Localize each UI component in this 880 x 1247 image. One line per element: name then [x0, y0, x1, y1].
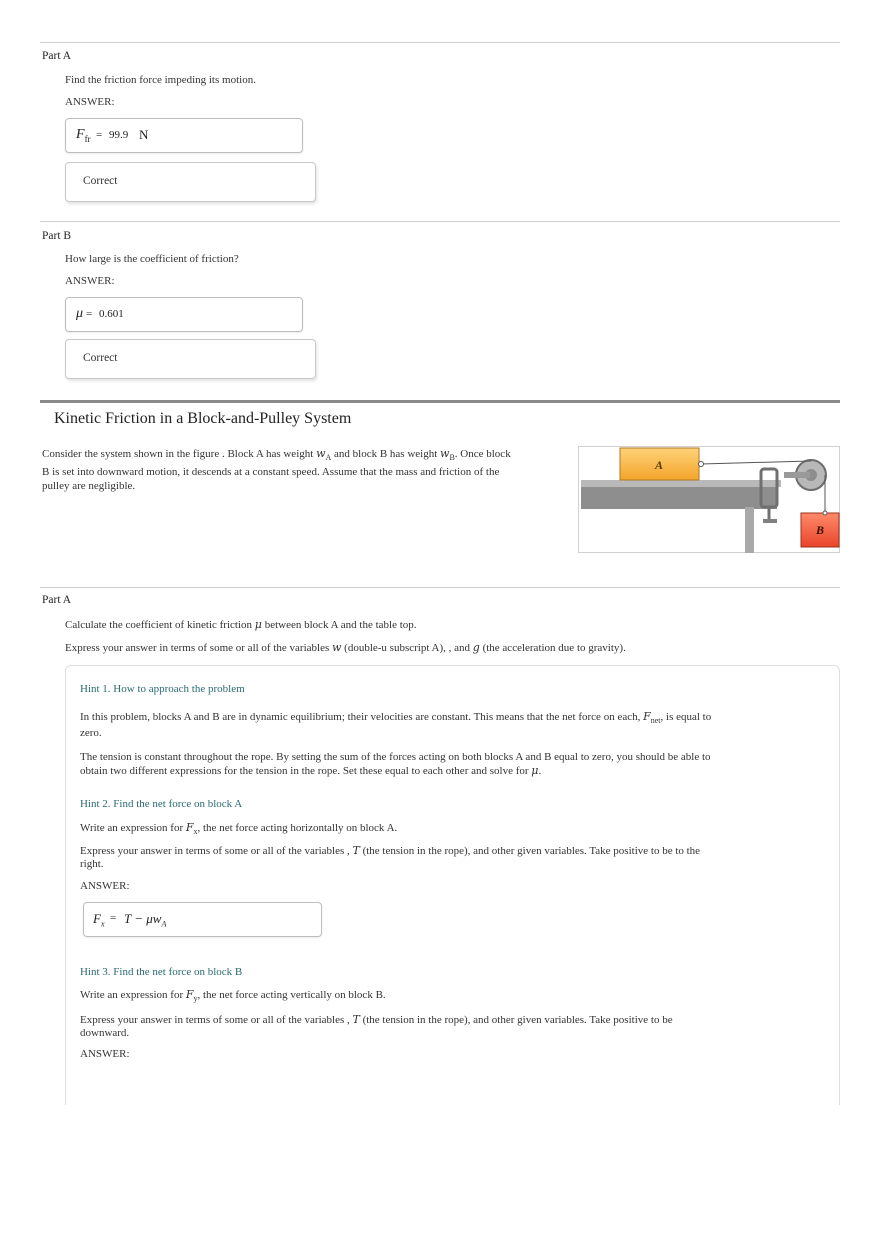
problem-description: Consider the system shown in the figure . Block A has weight $w_A$ and block B has weight $w_B$. Once block B is set into downward motion, it descends at a constant speed. Assume that the mass and friction of the pulley are negligible. [42, 447, 511, 493]
hint-1-text: In this problem, blocks A and B are in dynamic equilibrium; their velocities are constant. This means that the net force on each, $F_{net}$, is equal to zero. [80, 710, 712, 740]
answer-equals: = [96, 129, 103, 141]
hint-3-text: Write an expression for $F_y$, the net force acting vertically on block B. [80, 988, 386, 1004]
answer-unit: N [139, 127, 149, 142]
table-edge [581, 487, 777, 509]
answer-value: 0.601 [99, 308, 124, 320]
hint-1-text-2: The tension is constant throughout the rope. By setting the sum of the forces acting on both blocks A and B equal to zero, you should be able to obtain two different expressions for the tension in the rope. Set these equal to each other and solve for μ. [80, 751, 711, 777]
part-b-label: Part B [42, 230, 72, 242]
divider [40, 221, 840, 222]
table-leg [745, 507, 754, 553]
hint-2-instructions: Express your answer in terms of some or all of the variables , T (the tension in the rope), and other given variables. Take positive to be to the right. [80, 844, 701, 870]
block-a-label: A [654, 458, 664, 472]
part-b-answer-box[interactable] [65, 297, 303, 332]
problem-title: Kinetic Friction in a Block-and-Pulley System [54, 410, 352, 427]
rope [701, 461, 811, 464]
part-a-answer-box[interactable] [65, 118, 303, 153]
hint-3-instructions: Express your answer in terms of some or all of the variables , T (the tension in the rope), and other given variables. Take positive to be downward. [80, 1013, 673, 1039]
hint-3-title[interactable]: Hint 3. Find the net force on block B [80, 966, 243, 978]
divider [40, 587, 840, 588]
answer-value: 99.9 [109, 129, 129, 141]
answer-lhs: μ [76, 306, 84, 321]
answer-equals: = [86, 308, 93, 320]
part-b-feedback: Correct [65, 339, 316, 379]
part-a-question: Calculate the coefficient of kinetic friction μ between block A and the table top. [65, 618, 417, 631]
hint-2-title[interactable]: Hint 2. Find the net force on block A [80, 798, 243, 810]
divider [40, 42, 840, 43]
section-divider [40, 400, 840, 403]
part-a-feedback: Correct [65, 162, 316, 202]
hint-2-answer-box[interactable] [83, 902, 322, 937]
block-pulley-figure [578, 446, 840, 553]
part-a-label: Part A [42, 50, 72, 62]
hint-1-title[interactable]: Hint 1. How to approach the problem [80, 683, 245, 695]
answer-label: ANSWER: [80, 880, 130, 892]
block-b-label: B [815, 523, 825, 537]
part-a-question: Find the friction force impeding its motion. [65, 74, 256, 86]
answer-label: ANSWER: [65, 96, 115, 108]
answer-expression: $T - \mu w_A$ [124, 911, 167, 929]
answer-lhs: $F_{fr}$ [76, 127, 91, 144]
hint-2-text: Write an expression for $F_x$, the net force acting horizontally on block A. [80, 821, 398, 837]
answer-equals: = [110, 912, 117, 924]
answer-lhs: $F_x$ [93, 911, 105, 929]
table-top [581, 480, 781, 487]
answer-label: ANSWER: [65, 275, 115, 287]
part-a-instructions: Express your answer in terms of some or all of the variables w (double-u subscript A), , and g (the acceleration due to gravity). [65, 641, 626, 654]
answer-label: ANSWER: [80, 1048, 130, 1060]
part-a-label: Part A [42, 594, 72, 606]
part-b-question: How large is the coefficient of friction? [65, 253, 239, 265]
